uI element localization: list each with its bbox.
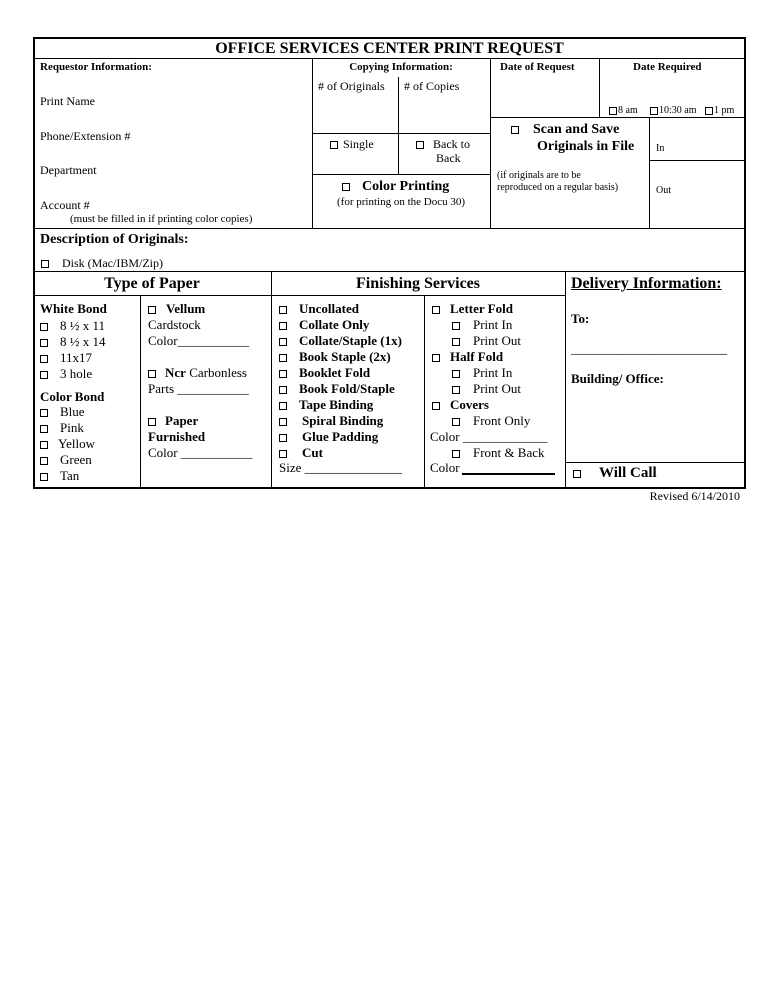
carbonless-label: Carbonless (189, 365, 247, 380)
divider-date-bottom (490, 117, 746, 118)
frame-right (744, 37, 746, 489)
finishing-item[interactable] (279, 350, 391, 363)
half-fold-label: Half Fold (450, 349, 504, 364)
paper-heading: Type of Paper (104, 275, 200, 292)
finishing-checkbox[interactable] (279, 434, 287, 442)
white-bond-checkbox[interactable] (40, 371, 48, 379)
finishing-checkbox[interactable] (279, 450, 287, 458)
white-bond-label: 3 hole (60, 366, 93, 381)
covers-checkbox[interactable] (432, 402, 440, 410)
copies-label: # of Copies (404, 79, 460, 93)
time-8am-option[interactable] (609, 106, 638, 116)
disk-checkbox[interactable] (41, 260, 49, 268)
paper-furnished-label-2: Furnished (148, 429, 206, 444)
single-option[interactable] (330, 138, 374, 150)
divider-copy-color (312, 174, 491, 175)
time-8am-label: 8 am (618, 105, 638, 116)
white-bond-checkbox[interactable] (40, 339, 48, 347)
front-only-label: Front Only (473, 413, 531, 428)
frame-left (33, 37, 35, 489)
letter-fold-checkbox[interactable] (432, 306, 440, 314)
scan-label-2: Originals in File (537, 139, 635, 154)
time-1pm-label: 1 pm (714, 105, 735, 116)
single-label: Single (343, 137, 374, 151)
back-to-back-checkbox[interactable] (416, 141, 424, 149)
paper-furnished-checkbox[interactable] (148, 418, 156, 426)
divider-originals-copies (398, 77, 399, 174)
description-divider (33, 271, 746, 272)
finishing-label: Glue Padding (302, 429, 379, 444)
color-bond-label: Green (60, 452, 92, 467)
color-printing-note: (for printing on the Docu 30) (337, 196, 465, 208)
time-1030-option[interactable] (650, 106, 697, 116)
half-print-in-label: Print In (473, 365, 513, 380)
frame-top (33, 37, 746, 39)
color-bond-label: Blue (60, 404, 85, 419)
finishing-checkbox[interactable] (279, 322, 287, 330)
finishing-item[interactable] (279, 430, 378, 443)
finishing-item[interactable] (279, 318, 369, 331)
color-bond-checkbox[interactable] (40, 409, 48, 417)
divider-in-out (649, 160, 746, 161)
covers-color-field[interactable]: Color _____________ (430, 429, 548, 444)
single-checkbox[interactable] (330, 141, 338, 149)
divider-copy-right (490, 58, 491, 229)
divider-will-call (565, 462, 746, 463)
vellum-label: Vellum (166, 301, 206, 316)
white-bond-checkbox[interactable] (40, 355, 48, 363)
finishing-label: Book Fold/Staple (299, 381, 395, 396)
print-name-label: Print Name (40, 94, 95, 108)
time-1pm-checkbox[interactable] (705, 107, 713, 115)
letter-print-out-label: Print Out (473, 333, 522, 348)
front-back-label: Front & Back (473, 445, 545, 460)
delivery-heading: Delivery Information: (571, 275, 722, 292)
divider-paper-mid (140, 295, 141, 489)
color-printing-checkbox[interactable] (342, 183, 350, 191)
color-bond-label: Yellow (58, 436, 95, 451)
account-note: (must be filled in if printing color copies) (70, 213, 253, 225)
finishing-label: Cut (302, 445, 323, 460)
finishing-item[interactable] (279, 382, 395, 395)
finishing-item[interactable] (279, 398, 373, 411)
account-label: Account # (40, 198, 90, 212)
originals-label: # of Originals (318, 79, 385, 93)
furnished-color-field[interactable]: Color ___________ (148, 445, 253, 460)
back-to-back-option[interactable] (416, 138, 470, 150)
finishing-item[interactable] (279, 414, 383, 427)
cardstock-label: Cardstock (148, 317, 201, 332)
white-bond-heading: White Bond (40, 301, 107, 316)
color-printing-option[interactable] (342, 180, 449, 194)
half-print-out-checkbox[interactable] (452, 386, 460, 394)
half-print-out-option[interactable] (452, 382, 521, 395)
color-bond-item[interactable] (40, 421, 84, 434)
finishing-checkbox[interactable] (279, 306, 287, 314)
letter-fold-option[interactable] (432, 302, 513, 315)
finishing-label: Collate Only (299, 317, 370, 332)
time-8am-checkbox[interactable] (609, 107, 617, 115)
divider-lower-headings (33, 295, 565, 296)
will-call-checkbox[interactable] (573, 470, 581, 478)
front-back-checkbox[interactable] (452, 450, 460, 458)
paper-furnished-option[interactable] (148, 414, 198, 427)
vellum-checkbox[interactable] (148, 306, 156, 314)
white-bond-label: 11x17 (60, 350, 93, 365)
color-bond-checkbox[interactable] (40, 441, 48, 449)
finishing-checkbox[interactable] (279, 354, 287, 362)
letter-fold-label: Letter Fold (450, 301, 513, 316)
vellum-option[interactable] (148, 302, 205, 315)
time-1pm-option[interactable] (705, 106, 734, 116)
paper-furnished-label-1: Paper (165, 413, 199, 428)
color-printing-label: Color Printing (362, 179, 450, 194)
disk-label: Disk (Mac/IBM/Zip) (62, 256, 163, 270)
finishing-label: Spiral Binding (302, 413, 384, 428)
color-bond-label: Tan (60, 468, 80, 483)
color-bond-item[interactable] (40, 405, 85, 418)
white-bond-item[interactable] (40, 319, 105, 332)
white-bond-item[interactable] (40, 335, 106, 348)
color-bond-checkbox[interactable] (40, 473, 48, 481)
scan-note-2: reproduced on a regular basis) (497, 182, 619, 193)
building-label: Building/ Office: (571, 371, 664, 386)
white-bond-item[interactable] (40, 367, 92, 380)
color-bond-checkbox[interactable] (40, 425, 48, 433)
color2-label: Color (430, 460, 460, 475)
divider-paper-finishing (271, 271, 272, 489)
time-1030-label: 10:30 am (659, 105, 697, 116)
to-field[interactable]: ________________________ (571, 341, 727, 356)
in-label: In (656, 143, 665, 154)
divider-inout (649, 117, 650, 229)
divider-copy-mid (312, 133, 491, 134)
letter-print-in-label: Print In (473, 317, 513, 332)
revised-date: Revised 6/14/2010 (649, 489, 740, 503)
color-bond-label: Pink (60, 420, 84, 435)
color-bond-checkbox[interactable] (40, 457, 48, 465)
finishing-checkbox[interactable] (279, 386, 287, 394)
finishing-item[interactable] (279, 366, 370, 379)
description-heading: Description of Originals: (40, 232, 189, 247)
ncr-option[interactable] (148, 366, 247, 379)
finishing-checkbox[interactable] (279, 370, 287, 378)
department-label: Department (40, 163, 97, 177)
divider-date (599, 58, 600, 117)
ncr-label: Ncr (165, 365, 186, 380)
letter-print-out-option[interactable] (452, 334, 521, 347)
cardstock-color-field[interactable]: Color___________ (148, 333, 250, 348)
copying-heading: Copying Information: (349, 61, 453, 73)
half-fold-option[interactable] (432, 350, 503, 363)
back-to-back-label-2: Back (436, 151, 461, 165)
date-of-request-label: Date of Request (500, 61, 575, 73)
finishing-item[interactable] (279, 302, 359, 315)
scan-checkbox[interactable] (511, 126, 519, 134)
color-bond-item[interactable] (40, 453, 92, 466)
finishing-label: Book Staple (2x) (299, 349, 391, 364)
color-bond-item[interactable] (40, 437, 95, 450)
color-bond-item[interactable] (40, 469, 79, 482)
title-divider (33, 58, 746, 59)
letter-print-in-option[interactable] (452, 318, 512, 331)
divider-finishing-mid (424, 295, 425, 489)
covers-label: Covers (450, 397, 489, 412)
parts-field[interactable]: Parts ___________ (148, 381, 249, 396)
date-required-label: Date Required (633, 61, 702, 73)
finishing-heading: Finishing Services (355, 275, 480, 292)
ncr-checkbox[interactable] (148, 370, 156, 378)
half-print-in-checkbox[interactable] (452, 370, 460, 378)
letter-print-in-checkbox[interactable] (452, 322, 460, 330)
out-label: Out (656, 185, 671, 196)
covers-option[interactable] (432, 398, 489, 411)
requestor-heading: Requestor Information: (40, 61, 152, 73)
finishing-checkbox[interactable] (279, 338, 287, 346)
finishing-label: Tape Binding (299, 397, 374, 412)
color2-underline[interactable] (462, 473, 555, 475)
front-only-option[interactable] (452, 414, 530, 427)
upper-divider (33, 228, 746, 229)
front-back-option[interactable] (452, 446, 545, 459)
to-label: To: (571, 311, 590, 326)
time-1030-checkbox[interactable] (650, 107, 658, 115)
scan-label-1: Scan and Save (533, 122, 620, 137)
finishing-item[interactable] (279, 446, 323, 459)
half-print-in-option[interactable] (452, 366, 512, 379)
white-bond-label: 8 ½ x 11 (60, 318, 106, 333)
phone-label: Phone/Extension # (40, 129, 131, 143)
divider-finishing-delivery (565, 271, 566, 489)
will-call-label: Will Call (599, 465, 657, 481)
finishing-label: Collate/Staple (1x) (299, 333, 402, 348)
back-to-back-label-1: Back to (433, 137, 470, 151)
finishing-checkbox[interactable] (279, 418, 287, 426)
letter-print-out-checkbox[interactable] (452, 338, 460, 346)
scan-option[interactable] (511, 123, 619, 137)
scan-note-1: (if originals are to be (497, 170, 581, 181)
size-field[interactable]: Size _______________ (279, 460, 403, 475)
finishing-checkbox[interactable] (279, 402, 287, 410)
white-bond-label: 8 ½ x 14 (60, 334, 106, 349)
finishing-label: Booklet Fold (299, 365, 371, 380)
half-fold-checkbox[interactable] (432, 354, 440, 362)
will-call-option[interactable] (573, 466, 657, 481)
white-bond-item[interactable] (40, 351, 92, 364)
disk-option[interactable] (41, 257, 163, 269)
page-title: OFFICE SERVICES CENTER PRINT REQUEST (215, 40, 564, 57)
color-bond-heading: Color Bond (40, 389, 105, 404)
white-bond-checkbox[interactable] (40, 323, 48, 331)
half-print-out-label: Print Out (473, 381, 522, 396)
finishing-item[interactable] (279, 334, 402, 347)
finishing-label: Uncollated (299, 301, 359, 316)
front-only-checkbox[interactable] (452, 418, 460, 426)
